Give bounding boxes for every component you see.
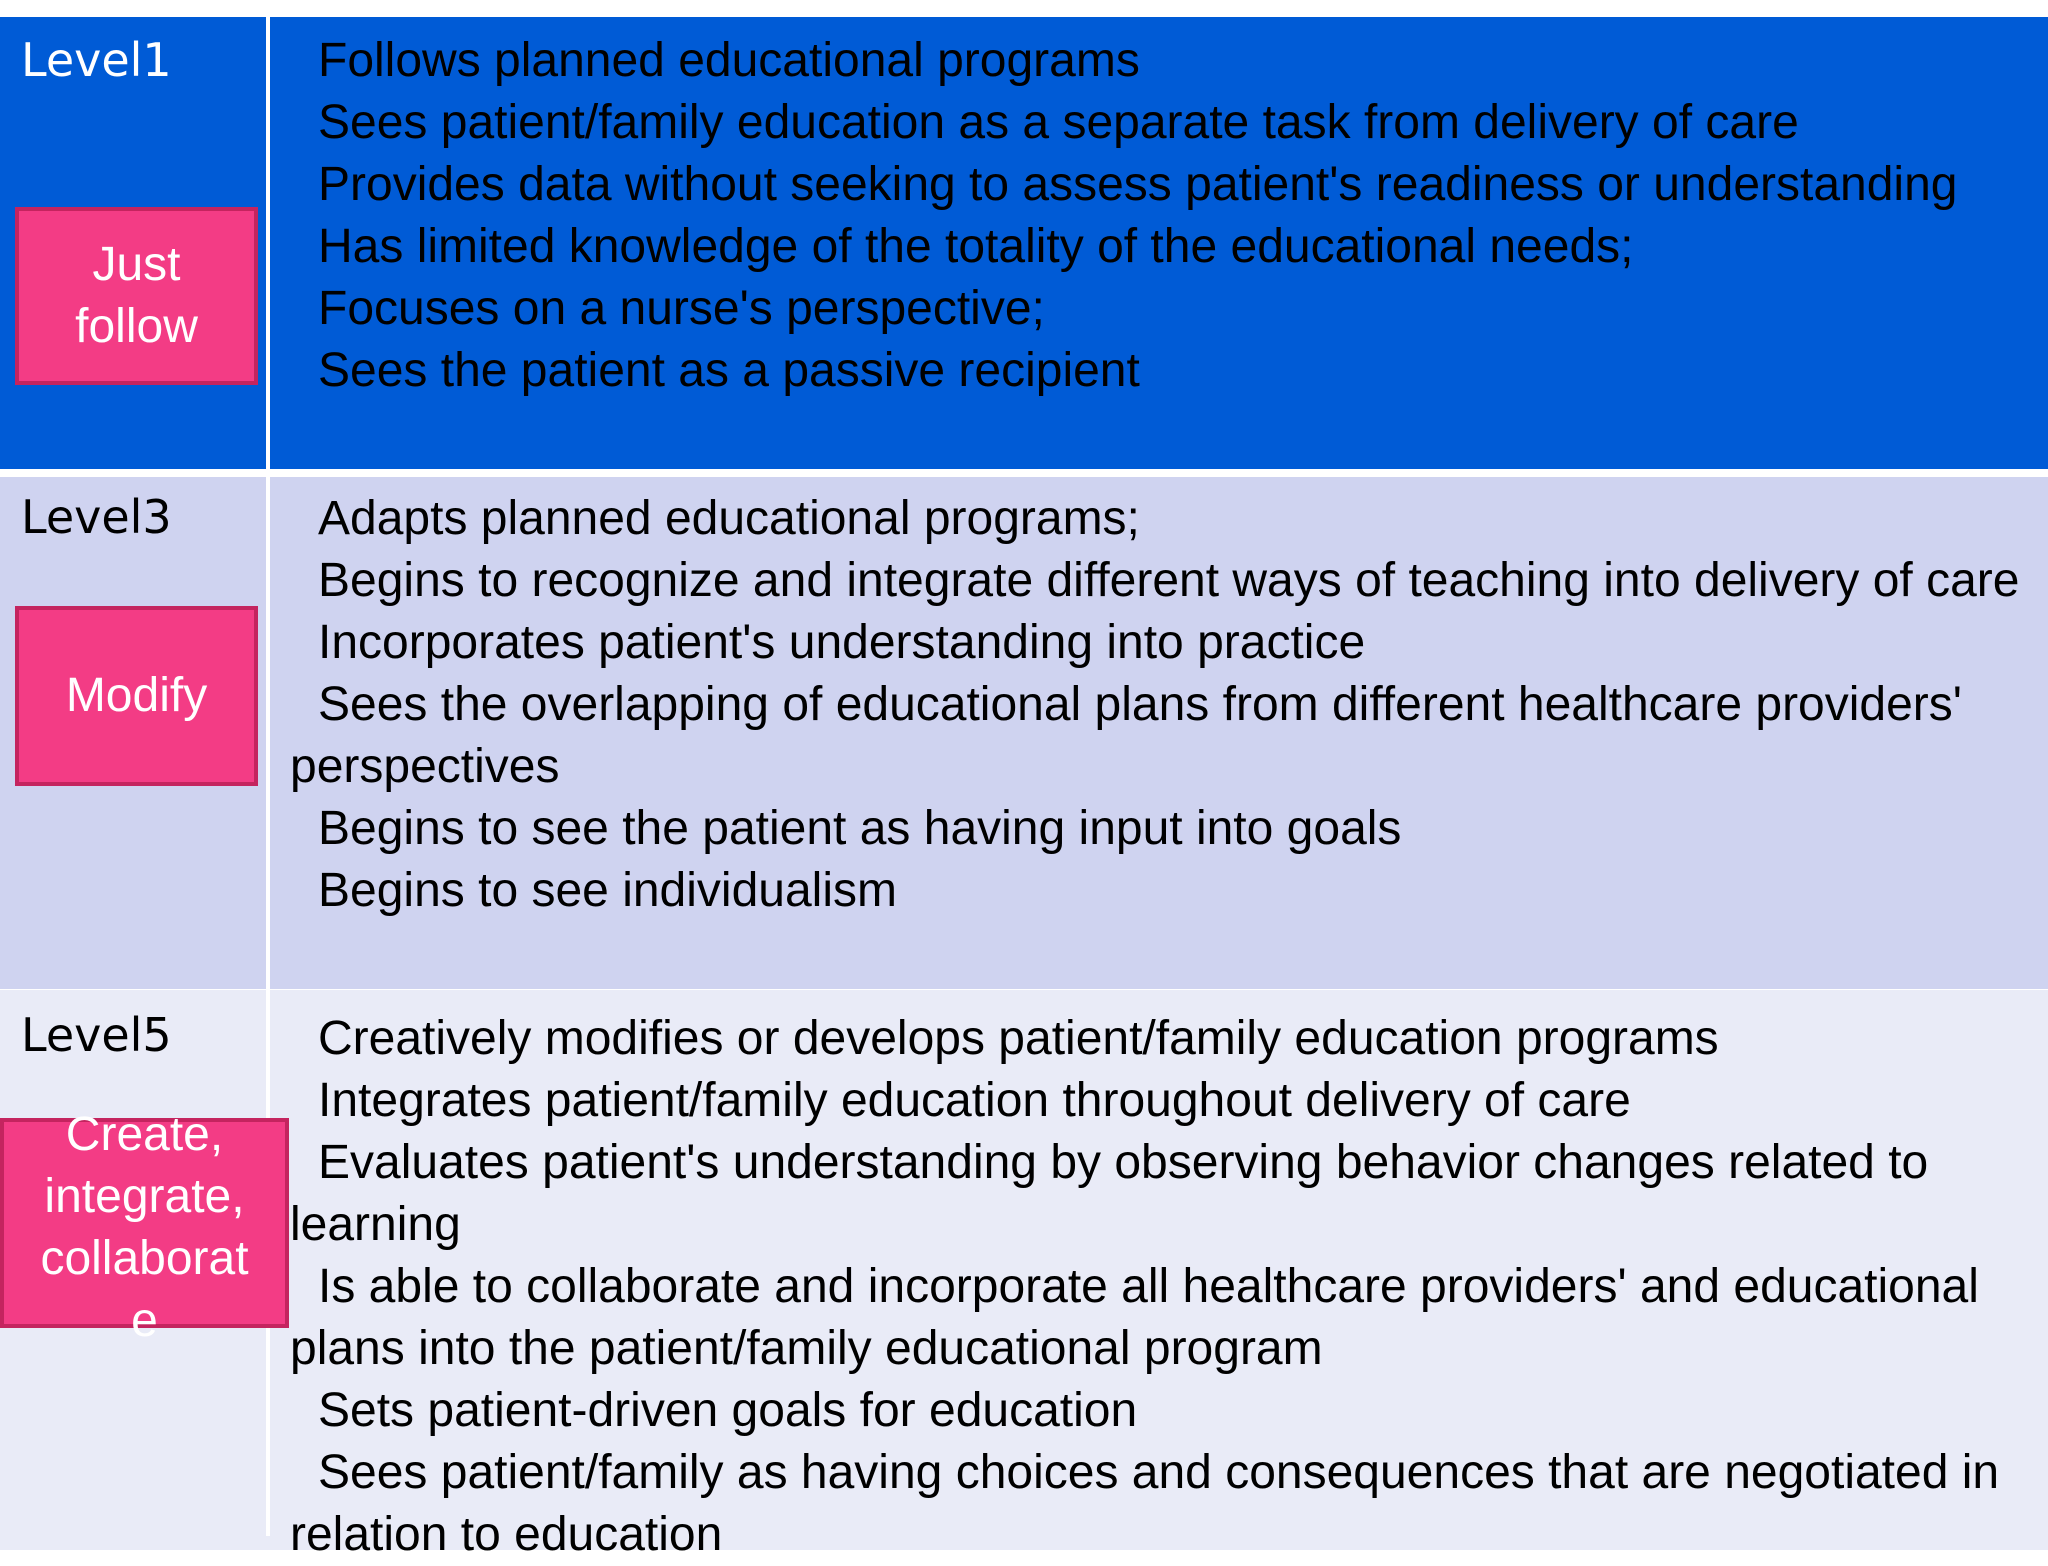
list-item [290,488,2035,550]
level3-descriptors [290,488,2035,922]
bullet-icon [294,819,306,831]
list-item-text: Sets patient-driven goals for education [318,1384,1138,1437]
list-item [290,674,2035,798]
list-item [290,92,2035,154]
level1-badge [15,207,258,385]
level5-descriptors [290,1008,2035,1566]
list-item [290,612,2035,674]
list-item-text: Begins to see the patient as having input into goals [318,802,1402,855]
bullet-icon [294,881,306,893]
list-item-text: Incorporates patient's understanding into practice [318,616,1366,669]
list-item [290,798,2035,860]
bullet-icon [294,571,306,583]
list-item [290,340,2035,402]
level1-badge-line: Just [92,238,181,291]
list-item [290,278,2035,340]
list-item-text: Is able to collaborate and incorporate all healthcare providers' and educational plans into the patient/family educational program [290,1260,1979,1375]
column-divider [266,17,270,469]
list-item-text: Sees patient/family as having choices and consequences that are negotiated in relation to education [290,1446,2000,1561]
list-item-text: Provides data without seeking to assess patient's readiness or understanding [318,158,1958,211]
list-item-text: Sees the patient as a passive recipient [318,344,1140,397]
list-item-text: Focuses on a nurse's perspective; [318,282,1045,335]
list-item [290,1132,2035,1256]
list-item [290,1070,2035,1132]
list-item [290,860,2035,922]
bullet-icon [294,1463,306,1475]
list-item [290,1380,2035,1442]
bullet-icon [294,509,306,521]
bullet-icon [294,633,306,645]
level3-badge-line: Modify [65,669,208,722]
level5-label: Level5 [21,1008,172,1062]
list-item-text: Has limited knowledge of the totality of the educational needs; [318,220,1634,273]
bullet-icon [294,1153,306,1165]
list-item-text: Adapts planned educational programs; [318,492,1140,545]
list-item-text: Evaluates patient's understanding by observing behavior changes related to learning [290,1136,1929,1251]
bullet-icon [294,1029,306,1041]
bullet-icon [294,695,306,707]
bullet-icon [294,1401,306,1413]
list-item-text: Sees the overlapping of educational plans from different healthcare providers' perspectives [290,678,1962,793]
list-item-text: Creatively modifies or develops patient/family education programs [318,1012,1719,1065]
level5-badge-line: collaborat [40,1232,249,1285]
list-item [290,1008,2035,1070]
level3-label: Level3 [21,490,172,544]
level5-badge-line: Create, [65,1108,224,1161]
level5-badge-line: e [131,1294,158,1347]
list-item [290,216,2035,278]
list-item-text: Sees patient/family education as a separate task from delivery of care [318,96,1799,149]
list-item [290,154,2035,216]
bullet-icon [294,299,306,311]
list-item [290,1256,2035,1380]
column-divider [266,477,270,989]
list-item [290,30,2035,92]
list-item-text: Begins to see individualism [318,864,897,917]
level1-label: Level1 [21,33,172,87]
bullet-icon [294,1277,306,1289]
bullet-icon [294,1091,306,1103]
level5-badge-line: integrate, [44,1170,245,1223]
bullet-icon [294,237,306,249]
list-item-text: Integrates patient/family education throughout delivery of care [318,1074,1631,1127]
list-item [290,1442,2035,1566]
list-item [290,550,2035,612]
bullet-icon [294,113,306,125]
bullet-icon [294,361,306,373]
list-item-text: Follows planned educational programs [318,34,1140,87]
level5-badge [0,1108,289,1347]
level3-badge [15,606,258,786]
level1-descriptors [290,30,2035,402]
bullet-icon [294,51,306,63]
level1-badge-line: follow [75,300,198,353]
bullet-icon [294,175,306,187]
list-item-text: Begins to recognize and integrate different ways of teaching into delivery of care [318,554,2020,607]
